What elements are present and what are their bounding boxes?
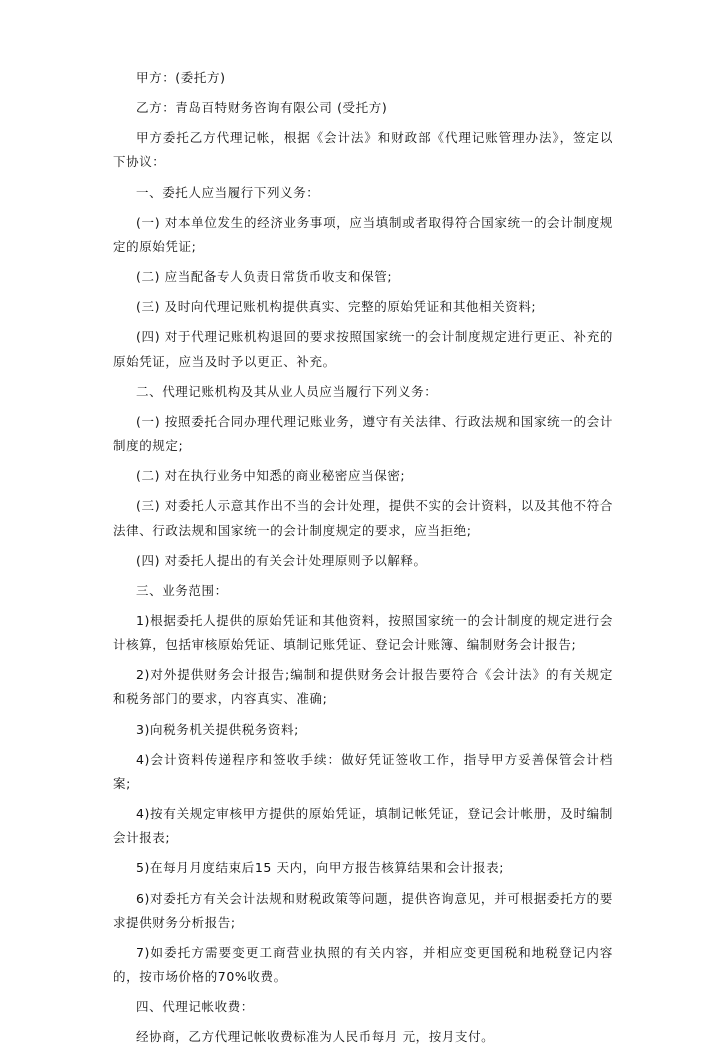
section-heading-fees: 四、代理记帐收费： [136,999,254,1015]
section-heading-agency-obligations: 二、代理记账机构及其从业人员应当履行下列义务： [136,383,438,399]
business-scope-item: 3)向税务机关提供税务资料; [136,721,299,737]
client-obligation-item: (四) 对于代理记账机构退回的要求按照国家统一的会计制度规定进行更正、补充的原始凭证，应当及时予以更正、补充。 [113,329,613,369]
client-obligation-item: (二) 应当配备专人负责日常货币收支和保管; [136,269,393,285]
agency-obligation-item: (三) 对委托人示意其作出不当的会计处理，提供不实的会计资料，以及其他不符合法律、行政法规和国家统一的会计制度规定的要求，应当拒绝; [113,498,613,538]
business-scope-item: 7)如委托方需要变更工商营业执照的有关内容，并相应变更国税和地税登记内容的，按市场价格的70%收费。 [113,944,613,985]
agency-obligation-item: (一) 按照委托合同办理代理记账业务，遵守有关法律、行政法规和国家统一的会计制度的规定; [113,413,613,454]
agency-obligation-item: (四) 对委托人提出的有关会计处理原则予以解释。 [136,552,427,568]
fee-paragraph: 经协商，乙方代理记帐收费标准为人民币每月 元，按月支付。 [136,1029,495,1045]
agency-obligation-item: (二) 对在执行业务中知悉的商业秘密应当保密; [136,468,406,484]
business-scope-item: 1)根据委托人提供的原始凭证和其他资料，按照国家统一的会计制度的规定进行会计核算，包括审核原始凭证、填制记账凭证、登记会计账簿、编制财务会计报告; [113,612,613,653]
business-scope-item: 5)在每月月度结束后15 天内，向甲方报告核算结果和会计报表; [136,860,505,876]
party-a-line: 甲方：(委托方) [136,70,226,85]
client-obligation-item: (一) 对本单位发生的经济业务事项，应当填制或者取得符合国家统一的会计制度规定的原始凭证; [113,214,613,254]
business-scope-item: 2)对外提供财务会计报告;编制和提供财务会计报告要符合《会计法》的有关规定和税务部门的要求，内容真实、准确; [113,667,613,707]
business-scope-item: 6)对委托方有关会计法规和财税政策等问题，提供咨询意见，并可根据委托方的要求提供财务分析报告; [113,890,613,930]
section-heading-business-scope: 三、业务范围： [136,582,228,598]
business-scope-item: 4)会计资料传递程序和签收手续：做好凭证签收工作，指导甲方妥善保管会计档案; [113,751,613,791]
business-scope-item: 4)按有关规定审核甲方提供的原始凭证，填制记帐凭证，登记会计帐册，及时编制会计报表; [113,806,613,846]
party-b-line: 乙方：青岛百特财务咨询有限公司 (受托方) [136,100,388,116]
intro-paragraph: 甲方委托乙方代理记帐，根据《会计法》和财政部《代理记账管理办法》，签定以下协议： [113,130,613,170]
section-heading-client-obligations: 一、委托人应当履行下列义务： [136,184,320,200]
client-obligation-item: (三) 及时向代理记账机构提供真实、完整的原始凭证和其他相关资料; [136,299,537,315]
document-body [113,66,613,1056]
